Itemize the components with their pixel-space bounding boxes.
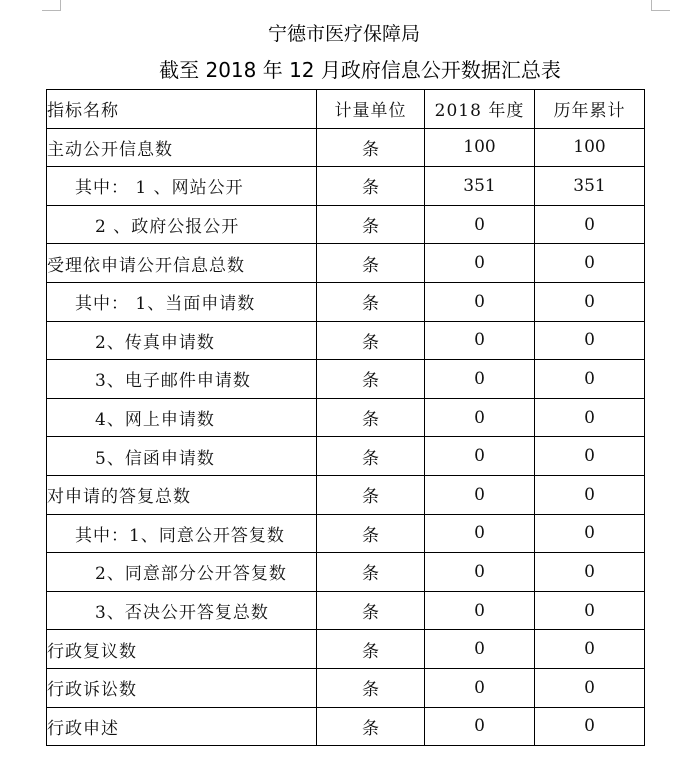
row-indicator-name: 行政申述 <box>47 707 317 746</box>
row-unit: 条 <box>317 360 425 399</box>
header-cumulative: 历年累计 <box>535 90 645 129</box>
row-indicator-name: 2、同意部分公开答复数 <box>47 553 317 592</box>
row-unit: 条 <box>317 205 425 244</box>
row-year-2018-value: 0 <box>425 321 535 360</box>
row-cumulative-value: 0 <box>535 591 645 630</box>
row-cumulative-value: 0 <box>535 630 645 669</box>
row-year-2018-value: 0 <box>425 205 535 244</box>
row-year-2018-value: 100 <box>425 128 535 167</box>
row-year-2018-value: 0 <box>425 244 535 283</box>
row-cumulative-value: 0 <box>535 398 645 437</box>
table-row <box>47 282 645 321</box>
row-year-2018-value: 0 <box>425 475 535 514</box>
row-year-2018-value: 0 <box>425 437 535 476</box>
row-year-2018-value: 0 <box>425 591 535 630</box>
row-year-2018-value: 0 <box>425 282 535 321</box>
row-unit: 条 <box>317 475 425 514</box>
row-unit: 条 <box>317 282 425 321</box>
row-unit: 条 <box>317 398 425 437</box>
row-unit: 条 <box>317 553 425 592</box>
row-unit: 条 <box>317 167 425 206</box>
row-year-2018-value: 0 <box>425 668 535 707</box>
table-row <box>47 321 645 360</box>
row-indicator-name: 2 、政府公报公开 <box>47 205 317 244</box>
table-row <box>47 475 645 514</box>
row-cumulative-value: 0 <box>535 282 645 321</box>
table-row <box>47 630 645 669</box>
document-subtitle: 截至 2018 年 12 月政府信息公开数据汇总表 <box>159 58 561 82</box>
row-indicator-name: 2、传真申请数 <box>47 321 317 360</box>
row-indicator-name: 行政诉讼数 <box>47 668 317 707</box>
table-row <box>47 205 645 244</box>
row-indicator-name: 行政复议数 <box>47 630 317 669</box>
row-unit: 条 <box>317 630 425 669</box>
row-cumulative-value: 0 <box>535 205 645 244</box>
header-indicator-name: 指标名称 <box>47 90 317 129</box>
row-indicator-name: 其中： 1、当面申请数 <box>47 282 317 321</box>
table-row <box>47 591 645 630</box>
row-indicator-name: 4、网上申请数 <box>47 398 317 437</box>
header-year-2018: 2018 年度 <box>425 90 535 129</box>
row-indicator-name: 对申请的答复总数 <box>47 475 317 514</box>
row-indicator-name: 3、电子邮件申请数 <box>47 360 317 399</box>
row-cumulative-value: 0 <box>535 668 645 707</box>
row-year-2018-value: 0 <box>425 398 535 437</box>
table-row <box>47 360 645 399</box>
row-year-2018-value: 0 <box>425 360 535 399</box>
row-indicator-name: 主动公开信息数 <box>47 128 317 167</box>
row-indicator-name: 受理依申请公开信息总数 <box>47 244 317 283</box>
table-row <box>47 553 645 592</box>
page-corner-mark-top-right <box>651 0 670 11</box>
row-unit: 条 <box>317 591 425 630</box>
page-corner-mark-top-left <box>42 0 61 11</box>
row-year-2018-value: 0 <box>425 707 535 746</box>
row-unit: 条 <box>317 321 425 360</box>
row-cumulative-value: 0 <box>535 321 645 360</box>
row-cumulative-value: 100 <box>535 128 645 167</box>
row-cumulative-value: 0 <box>535 244 645 283</box>
table-row <box>47 398 645 437</box>
table-row <box>47 707 645 746</box>
row-year-2018-value: 351 <box>425 167 535 206</box>
document-title: 宁德市医疗保障局 <box>267 23 420 45</box>
table-row <box>47 437 645 476</box>
row-cumulative-value: 0 <box>535 707 645 746</box>
row-unit: 条 <box>317 244 425 283</box>
row-unit: 条 <box>317 707 425 746</box>
row-cumulative-value: 351 <box>535 167 645 206</box>
row-year-2018-value: 0 <box>425 630 535 669</box>
row-year-2018-value: 0 <box>425 553 535 592</box>
row-unit: 条 <box>317 514 425 553</box>
table-row <box>47 128 645 167</box>
table-row <box>47 244 645 283</box>
row-cumulative-value: 0 <box>535 514 645 553</box>
row-unit: 条 <box>317 668 425 707</box>
row-unit: 条 <box>317 437 425 476</box>
table-row <box>47 668 645 707</box>
row-cumulative-value: 0 <box>535 360 645 399</box>
row-cumulative-value: 0 <box>535 437 645 476</box>
header-unit: 计量单位 <box>317 90 425 129</box>
row-cumulative-value: 0 <box>535 475 645 514</box>
table-row <box>47 514 645 553</box>
data-summary-table <box>46 89 645 746</box>
row-indicator-name: 5、信函申请数 <box>47 437 317 476</box>
row-unit: 条 <box>317 128 425 167</box>
table-row <box>47 167 645 206</box>
row-indicator-name: 其中： 1 、网站公开 <box>47 167 317 206</box>
row-year-2018-value: 0 <box>425 514 535 553</box>
row-indicator-name: 3、否决公开答复总数 <box>47 591 317 630</box>
table-header-row <box>47 90 645 129</box>
row-indicator-name: 其中：1、同意公开答复数 <box>47 514 317 553</box>
row-cumulative-value: 0 <box>535 553 645 592</box>
